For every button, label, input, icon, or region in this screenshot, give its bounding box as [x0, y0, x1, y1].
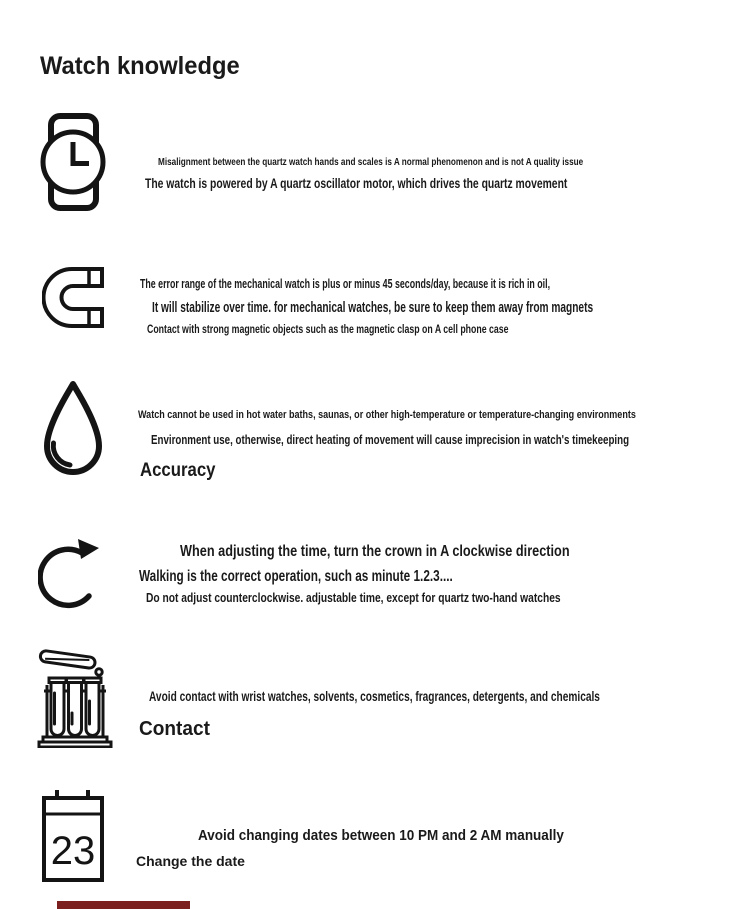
- calendar-day-number: 23: [50, 829, 96, 873]
- contact-line-1: Avoid contact with wrist watches, solvents, cosmetics, fragrances, detergents, and chemicals: [149, 688, 600, 704]
- magnet-line-1: The error range of the mechanical watch is plus or minus 45 seconds/day, because it is rich in oil,: [140, 276, 551, 291]
- accuracy-heading: Accuracy: [140, 458, 216, 481]
- magnet-line-2: It will stabilize over time. for mechanical watches, be sure to keep them away from magnets: [152, 299, 594, 316]
- water-drop-icon: [38, 379, 108, 480]
- page-title: Watch knowledge: [40, 51, 240, 80]
- date-line-1: Avoid changing dates between 10 PM and 2 AM manually: [198, 827, 564, 844]
- crown-line-3: Do not adjust counterclockwise. adjustable time, except for quartz two-hand watches: [146, 590, 561, 605]
- clockwise-rotation-icon: [38, 527, 106, 611]
- test-tubes-icon: [36, 645, 114, 748]
- quartz-note-line: Misalignment between the quartz watch hands and scales is A normal phenomenon and is not A quality issue: [158, 155, 584, 168]
- accuracy-line-2: Environment use, otherwise, direct heating of movement will cause imprecision in watch's timekeeping: [151, 432, 630, 447]
- crown-line-2: Walking is the correct operation, such as minute 1.2.3....: [139, 567, 453, 585]
- date-line-2: Change the date: [136, 853, 245, 869]
- wristwatch-icon: [40, 112, 107, 212]
- crown-line-1: When adjusting the time, turn the crown in A clockwise direction: [180, 542, 570, 560]
- accuracy-line-1: Watch cannot be used in hot water baths, saunas, or other high-temperature or temperature-changing environments: [138, 409, 636, 421]
- magnet-icon: [42, 264, 105, 331]
- contact-heading: Contact: [139, 716, 210, 740]
- calendar-icon: [42, 789, 104, 882]
- red-accent-bar: [57, 901, 190, 909]
- quartz-main-line: The watch is powered by A quartz oscillator motor, which drives the quartz movement: [145, 175, 568, 191]
- magnet-line-3: Contact with strong magnetic objects such as the magnetic clasp on A cell phone case: [147, 322, 509, 336]
